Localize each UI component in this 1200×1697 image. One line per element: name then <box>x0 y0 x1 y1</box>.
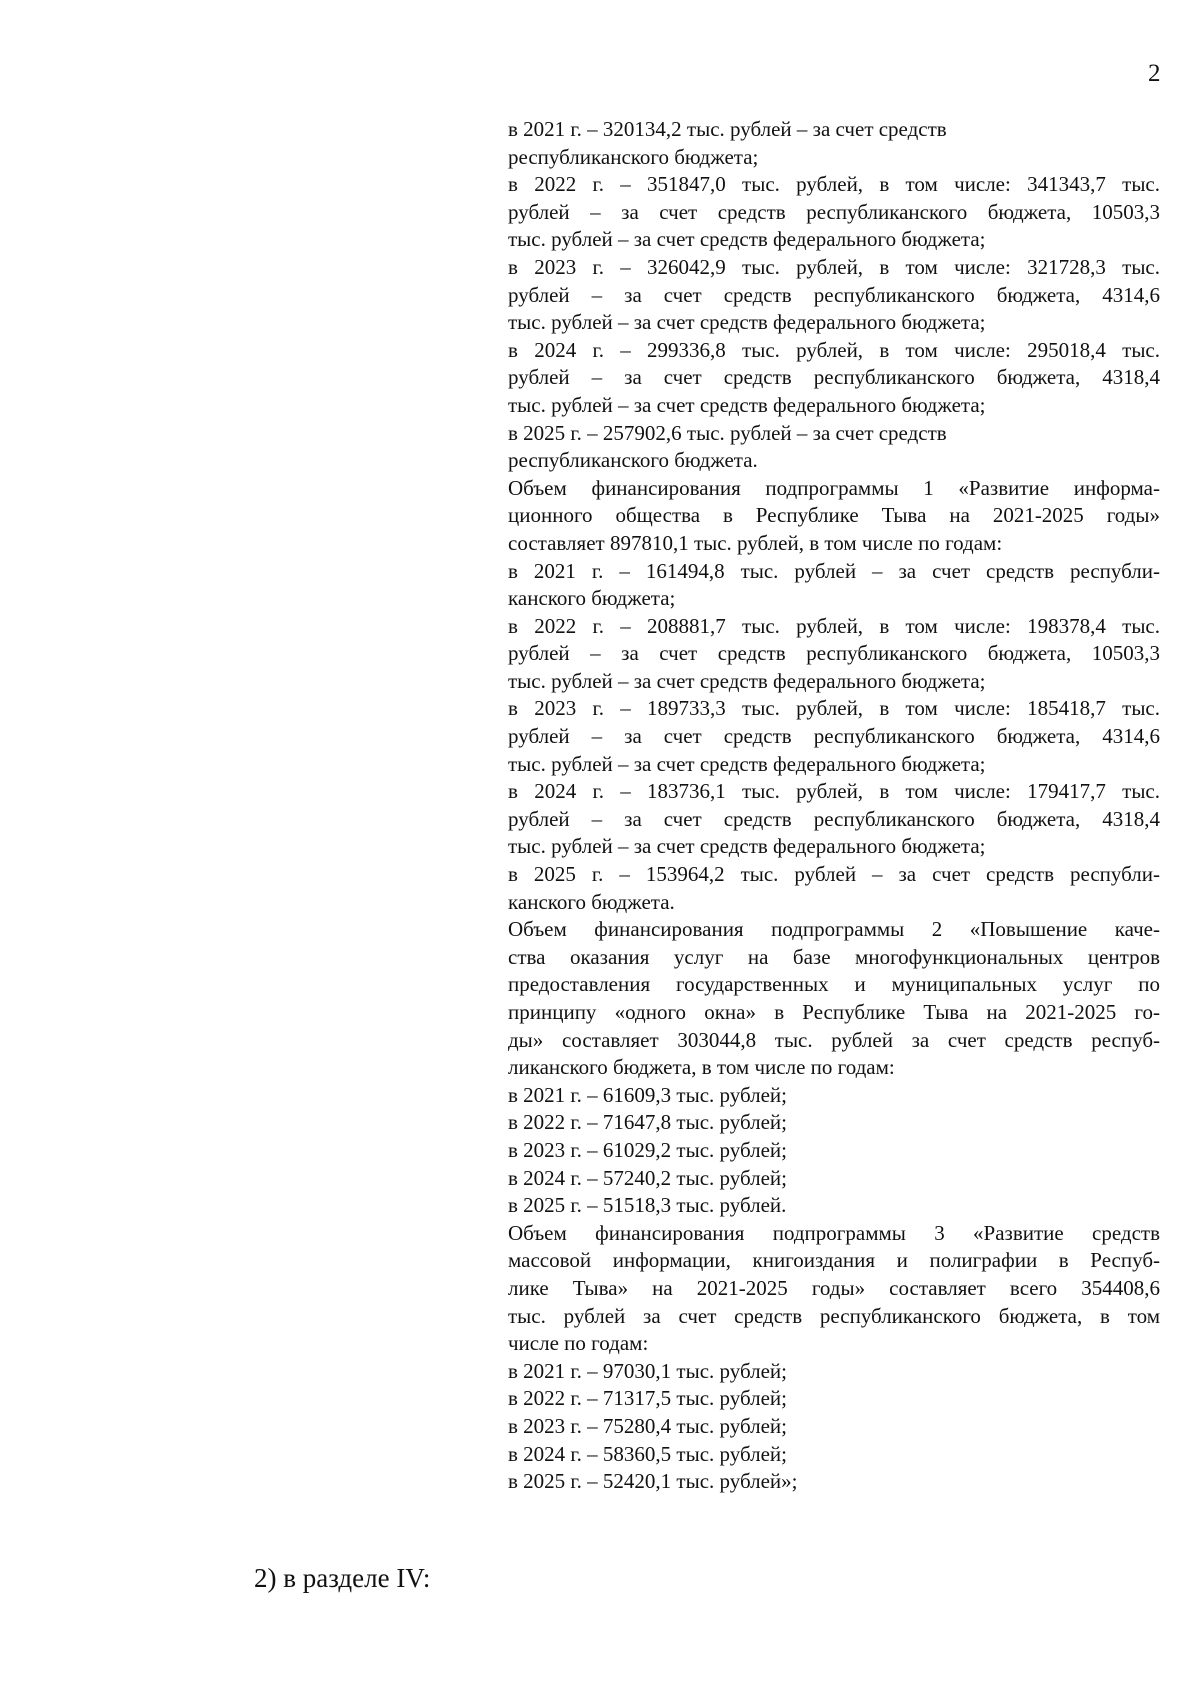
text-line: тыс. рублей – за счет средств федерального бюджета; <box>508 227 986 252</box>
text-line: канского бюджета. <box>508 889 675 914</box>
text-line: Объем финансирования подпрограммы 2 «Повышение каче- <box>508 917 1160 942</box>
text-line: числе по годам: <box>508 1331 649 1356</box>
text-line: в 2024 г. – 58360,5 тыс. рублей; <box>508 1441 787 1466</box>
text-line: в 2022 г. – 71317,5 тыс. рублей; <box>508 1386 787 1411</box>
text-line: в 2023 г. – 189733,3 тыс. рублей, в том числе: 185418,7 тыс. <box>508 696 1160 721</box>
text-line: рублей – за счет средств республиканского бюджета, 4318,4 <box>508 806 1160 831</box>
text-line: в 2024 г. – 57240,2 тыс. рублей; <box>508 1165 787 1190</box>
text-line: тыс. рублей – за счет средств федерального бюджета; <box>508 668 986 693</box>
text-line: рублей – за счет средств республиканского бюджета, 4314,6 <box>508 724 1160 749</box>
text-line: в 2022 г. – 351847,0 тыс. рублей, в том числе: 341343,7 тыс. <box>508 172 1160 197</box>
text-line: тыс. рублей – за счет средств федерального бюджета; <box>508 392 986 417</box>
text-line: массовой информации, книгоиздания и полиграфии в Респуб- <box>508 1248 1160 1273</box>
text-line: в 2022 г. – 71647,8 тыс. рублей; <box>508 1110 787 1135</box>
text-line: в 2023 г. – 326042,9 тыс. рублей, в том числе: 321728,3 тыс. <box>508 254 1160 279</box>
text-line: канского бюджета; <box>508 586 676 611</box>
text-line: ликанского бюджета, в том числе по годам: <box>508 1055 895 1080</box>
text-line: в 2025 г. – 257902,6 тыс. рублей – за счет средств <box>508 420 947 445</box>
funding-text-block <box>508 116 1160 1496</box>
text-line: в 2021 г. – 97030,1 тыс. рублей; <box>508 1358 787 1383</box>
text-line: в 2023 г. – 61029,2 тыс. рублей; <box>508 1137 787 1162</box>
text-line: тыс. рублей – за счет средств федерального бюджета; <box>508 751 986 776</box>
text-line: республиканского бюджета. <box>508 448 758 473</box>
text-line: в 2025 г. – 153964,2 тыс. рублей – за счет средств республи- <box>508 862 1160 887</box>
text-line: в 2021 г. – 161494,8 тыс. рублей – за счет средств республи- <box>508 558 1160 583</box>
text-line: Объем финансирования подпрограммы 1 «Развитие информа- <box>508 475 1160 500</box>
text-line: рублей – за счет средств республиканского бюджета, 4314,6 <box>508 282 1160 307</box>
text-line: предоставления государственных и муниципальных услуг по <box>508 972 1160 997</box>
text-line: республиканского бюджета; <box>508 144 759 169</box>
text-line: ды» составляет 303044,8 тыс. рублей за счет средств респуб- <box>508 1027 1160 1052</box>
text-line: в 2024 г. – 183736,1 тыс. рублей, в том числе: 179417,7 тыс. <box>508 779 1160 804</box>
text-line: тыс. рублей за счет средств республиканского бюджета, в том <box>508 1303 1160 1328</box>
text-line: составляет 897810,1 тыс. рублей, в том числе по годам: <box>508 530 1003 555</box>
text-line: рублей – за счет средств республиканского бюджета, 10503,3 <box>508 641 1160 666</box>
text-line: в 2023 г. – 75280,4 тыс. рублей; <box>508 1413 787 1438</box>
text-line: в 2021 г. – 61609,3 тыс. рублей; <box>508 1082 787 1107</box>
text-line: в 2025 г. – 51518,3 тыс. рублей. <box>508 1193 787 1218</box>
page-number: 2 <box>1148 60 1161 87</box>
text-line: ства оказания услуг на базе многофункциональных центров <box>508 944 1160 969</box>
text-line: рублей – за счет средств республиканского бюджета, 10503,3 <box>508 199 1160 224</box>
text-line: рублей – за счет средств республиканского бюджета, 4318,4 <box>508 365 1160 390</box>
text-line: в 2024 г. – 299336,8 тыс. рублей, в том числе: 295018,4 тыс. <box>508 337 1160 362</box>
text-line: в 2021 г. – 320134,2 тыс. рублей – за счет средств <box>508 117 947 141</box>
text-line: принципу «одного окна» в Республике Тыва на 2021-2025 го- <box>508 1000 1160 1024</box>
text-line: Объем финансирования подпрограммы 3 «Развитие средств <box>508 1220 1160 1245</box>
text-line: тыс. рублей – за счет средств федерального бюджета; <box>508 834 986 859</box>
text-line: тыс. рублей – за счет средств федерального бюджета; <box>508 310 986 335</box>
text-line: ционного общества в Республике Тыва на 2021-2025 годы» <box>508 503 1160 528</box>
section-heading: 2) в разделе IV: <box>254 1563 431 1593</box>
text-line: в 2022 г. – 208881,7 тыс. рублей, в том числе: 198378,4 тыс. <box>508 613 1160 638</box>
text-line: лике Тыва» на 2021-2025 годы» составляет всего 354408,6 <box>508 1275 1160 1300</box>
text-line: в 2025 г. – 52420,1 тыс. рублей»; <box>508 1469 798 1494</box>
